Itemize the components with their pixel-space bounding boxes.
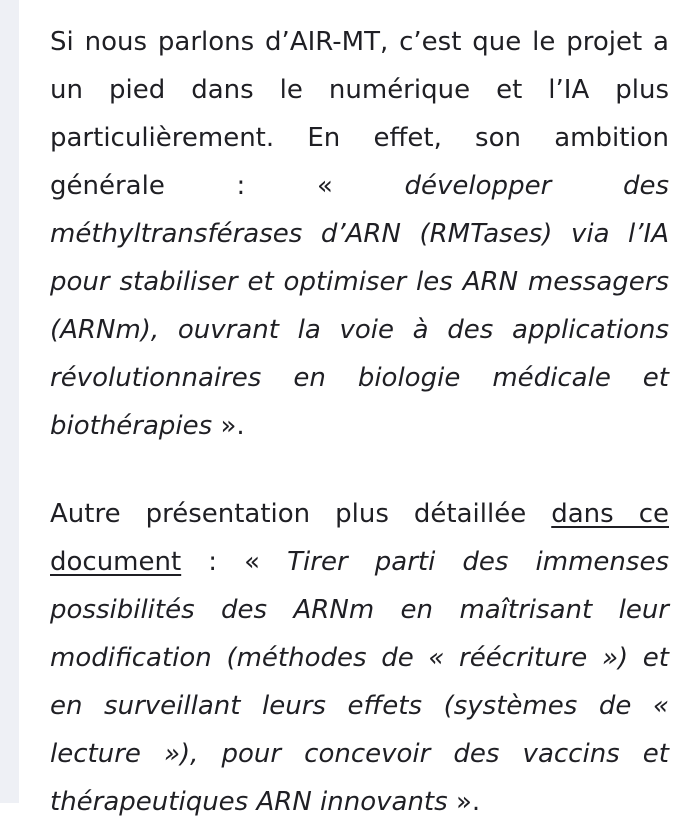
document-link[interactable]: dans ce document [50,499,669,577]
paragraph-2-outro: ». [455,787,481,817]
article-body [50,18,669,826]
paragraph-air-mt [50,18,669,450]
paragraph-presentation [50,490,669,826]
paragraph-2-intro: Autre présentation plus détaillée [50,499,527,529]
paragraph-2-quote: Tirer parti des immenses possibilités des ARNm en maîtrisant leur modification (méthodes de « réécriture ») et en surveillant leurs effets (systèmes de « lecture »), pour concevoir des vaccins et thérapeutiques ARN innovants [50,547,669,817]
paragraph-1-quote: développer des méthyltransférases d’ARN (RMTases) via l’IA pour stabiliser et optimiser les ARN messagers (ARNm), ouvrant la voie à des applications révolutionnaires en biologie médicale et biothérapies [50,171,669,441]
left-margin-strip [0,0,19,803]
paragraph-1-intro: Si nous parlons d’AIR-MT, c’est que le projet a un pied dans le numérique et l’IA plus particulièrement. En effet, son ambition générale : « [50,27,669,201]
paragraph-2-mid: : « [181,547,261,577]
paragraph-1-outro: ». [220,411,245,441]
